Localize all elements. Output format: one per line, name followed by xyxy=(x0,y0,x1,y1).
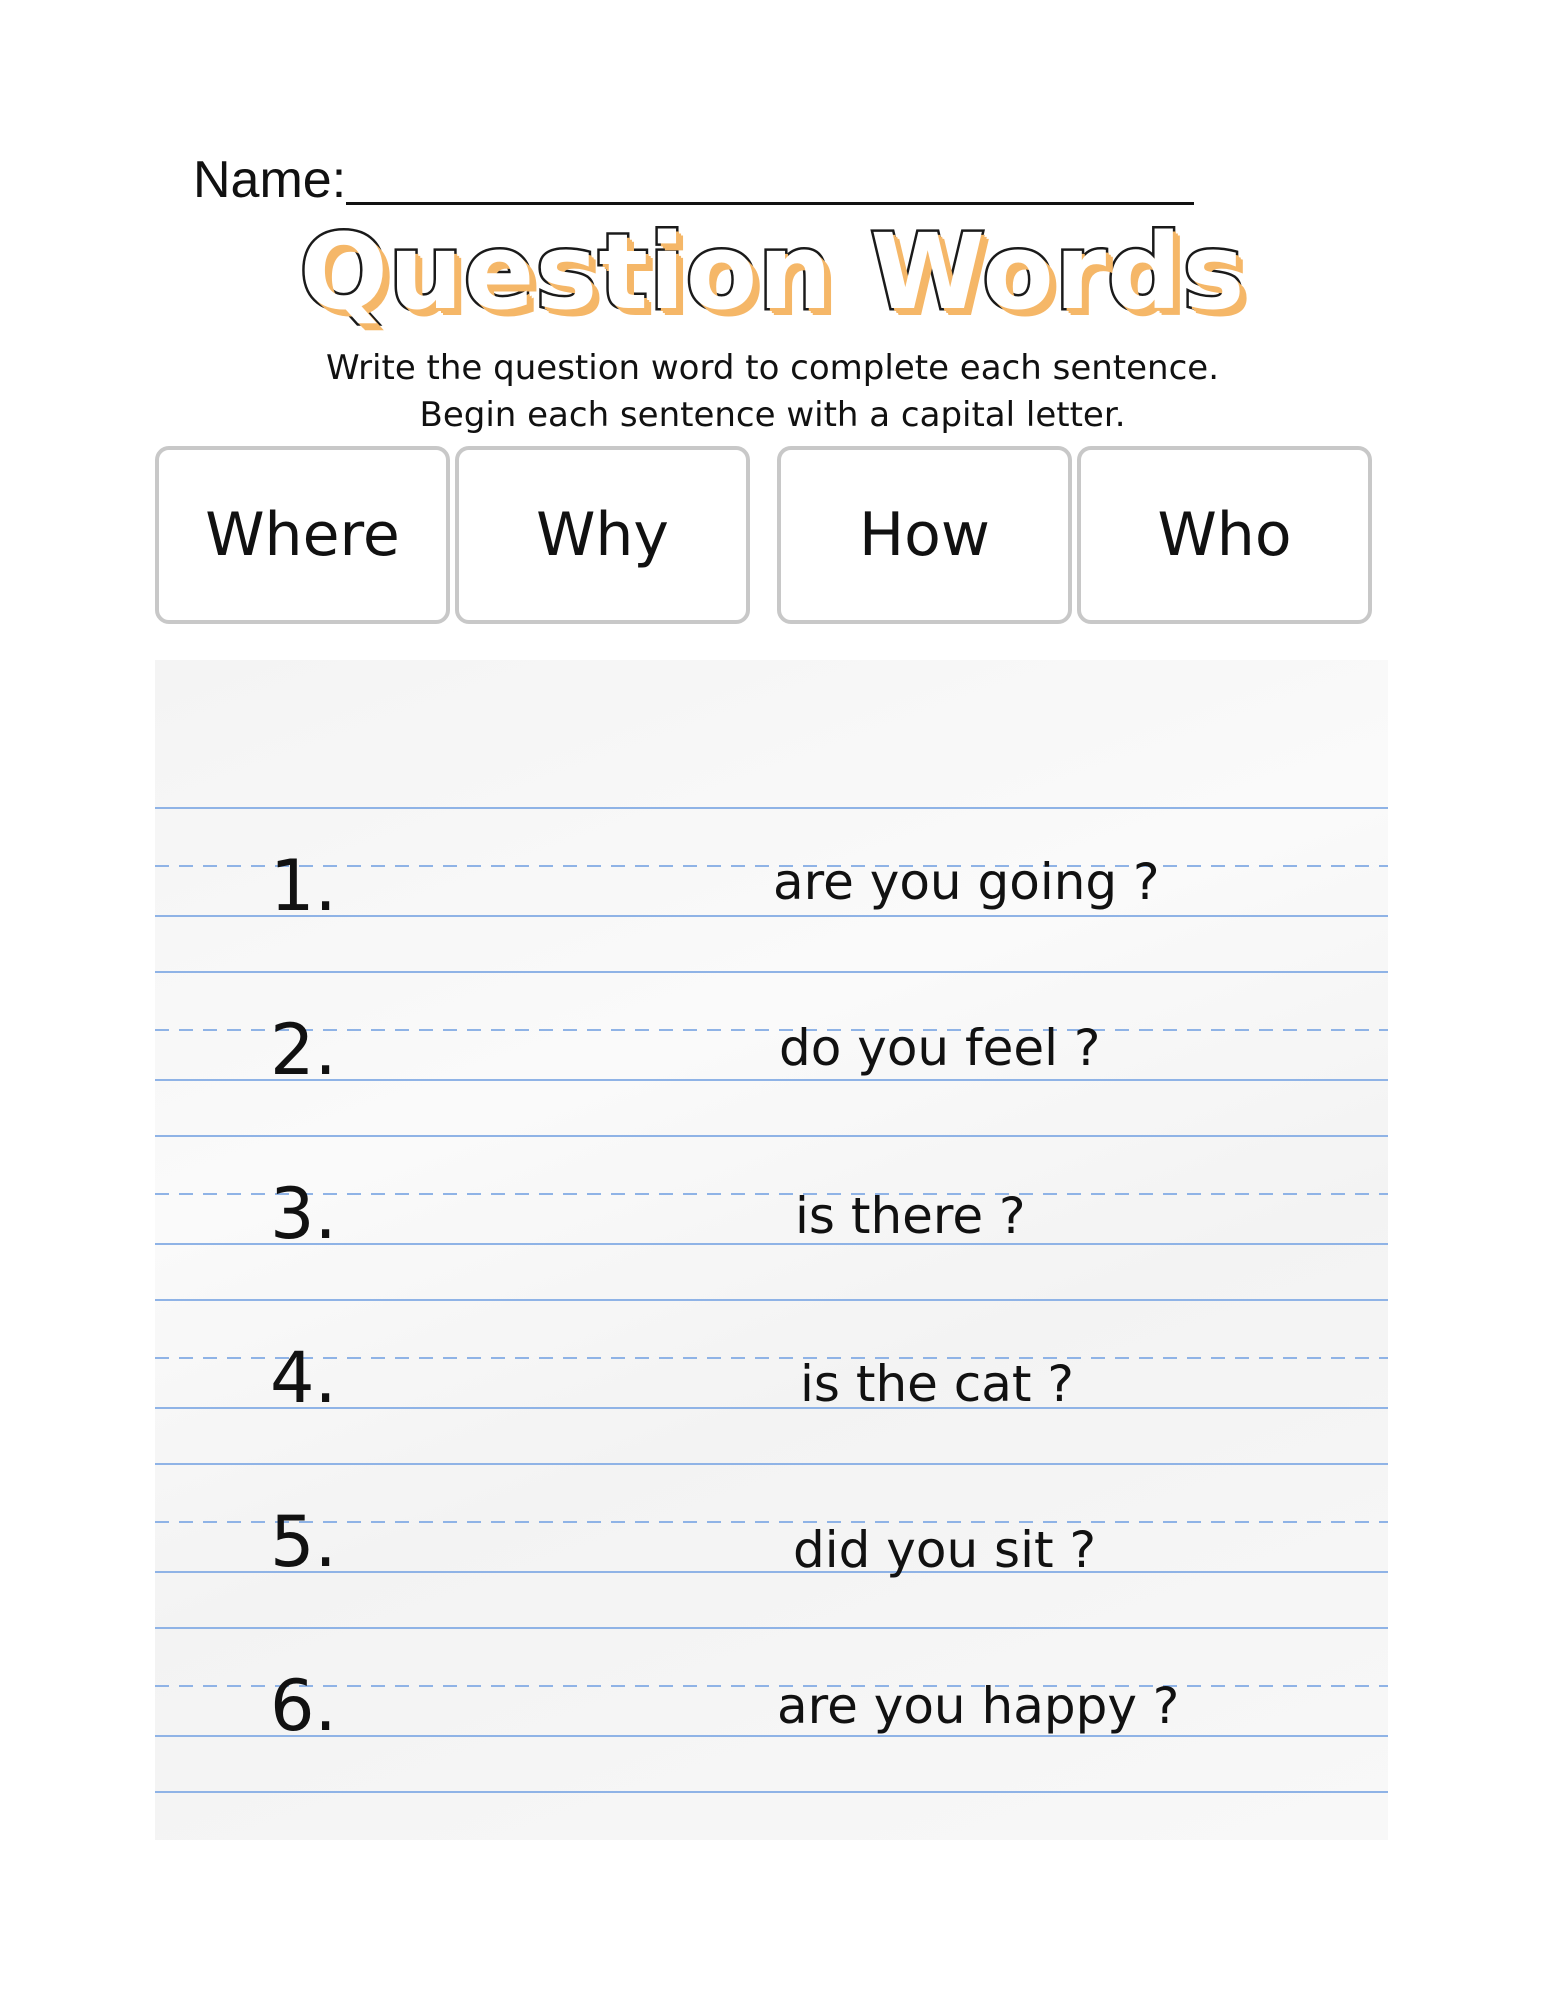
row-number: 3. xyxy=(270,1173,337,1255)
row-sentence: are you happy ? xyxy=(777,1677,1180,1735)
row-sentence: is there ? xyxy=(795,1187,1026,1245)
row-sentence: is the cat ? xyxy=(800,1355,1074,1413)
row-sentence: are you going ? xyxy=(773,853,1160,911)
row-number: 2. xyxy=(270,1009,337,1091)
ruled-lines xyxy=(155,660,1388,1840)
page-title: Question Words xyxy=(299,211,1246,333)
row-number: 4. xyxy=(270,1337,337,1419)
instruction-line: Begin each sentence with a capital letter. xyxy=(419,395,1126,435)
instructions xyxy=(0,345,1545,439)
word-box-who: Who xyxy=(1077,446,1372,624)
name-label: Name: xyxy=(193,151,347,209)
row-number: 5. xyxy=(270,1501,337,1583)
row-sentence: do you feel ? xyxy=(779,1019,1101,1077)
row-number: 6. xyxy=(270,1665,337,1747)
word-box-where: Where xyxy=(155,446,450,624)
lined-paper xyxy=(155,660,1388,1840)
instruction-line: Write the question word to complete each sentence. xyxy=(325,348,1219,388)
row-number: 1. xyxy=(270,845,337,927)
word-box-how: How xyxy=(777,446,1072,624)
row-sentence: did you sit ? xyxy=(793,1521,1097,1579)
name-field[interactable] xyxy=(346,202,1194,205)
word-box-why: Why xyxy=(455,446,750,624)
